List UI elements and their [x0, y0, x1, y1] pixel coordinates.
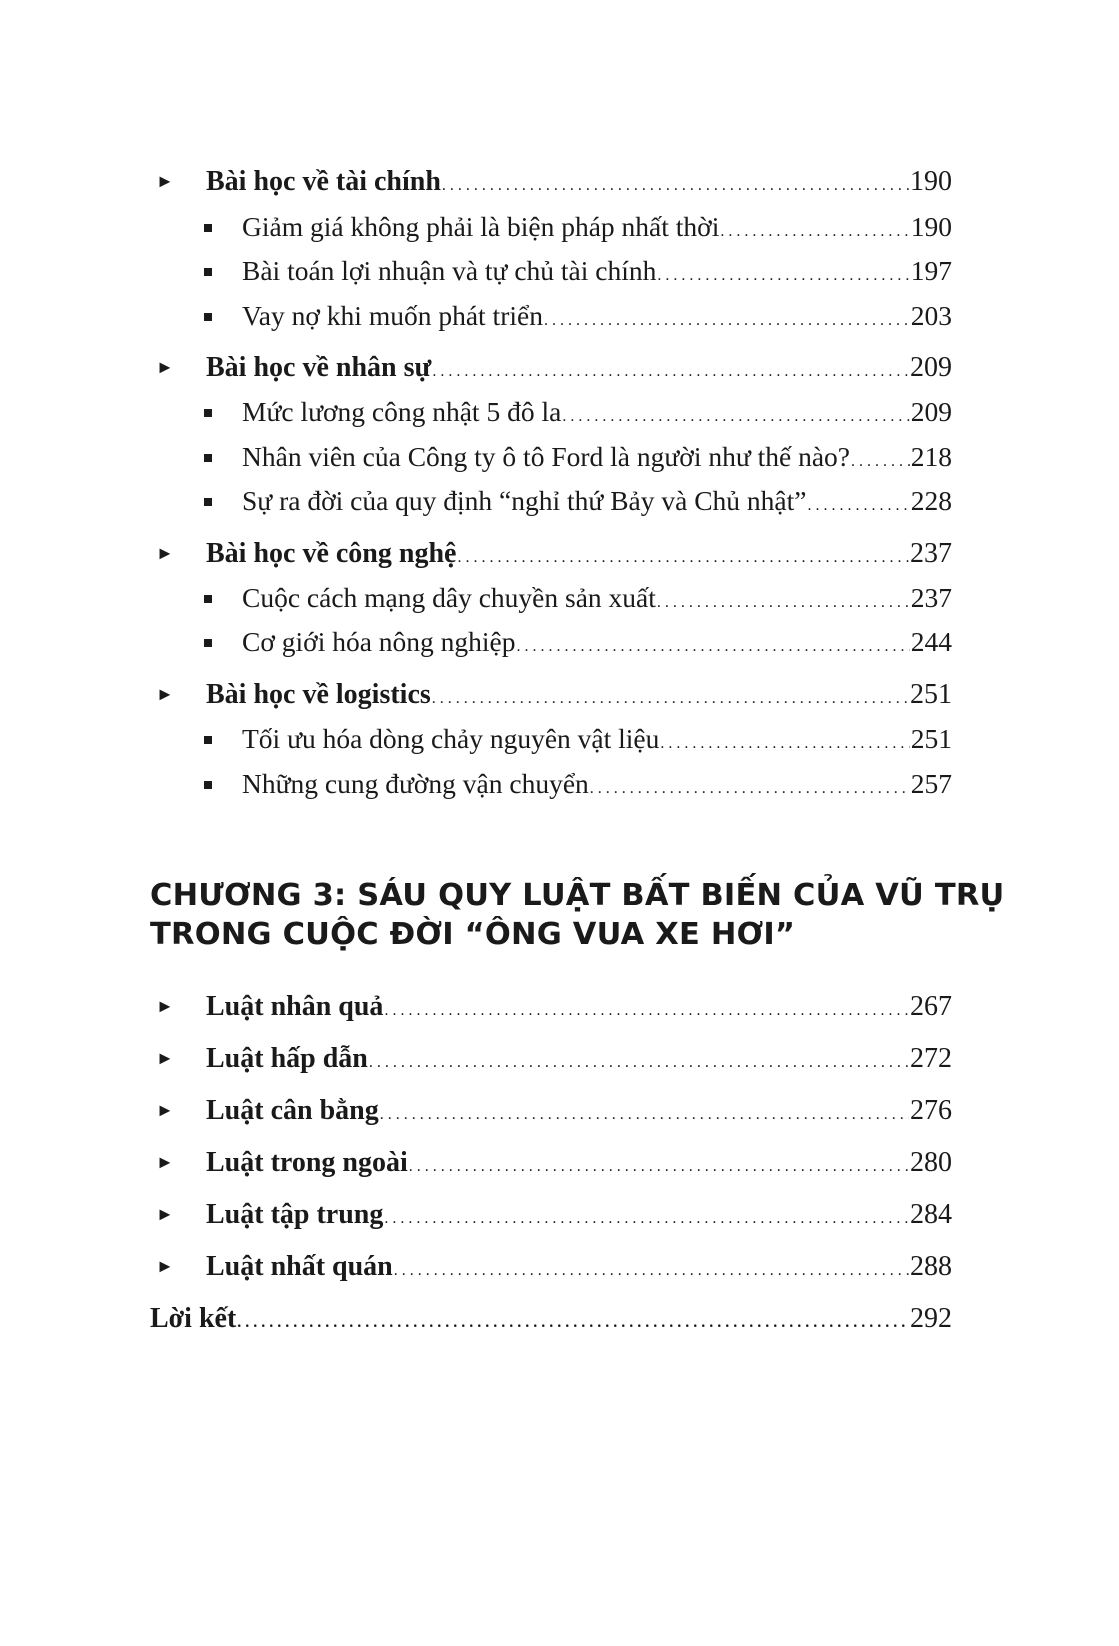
- toc-page-number: 267: [910, 991, 952, 1022]
- dot-leader: [442, 177, 909, 195]
- square-bullet-icon: [204, 211, 242, 243]
- triangle-right-icon: ►: [156, 171, 174, 191]
- toc-page-number: 218: [910, 441, 952, 472]
- toc-subitem: [204, 441, 952, 481]
- toc-page-number: 190: [910, 211, 952, 242]
- toc-entry-title: Cơ giới hóa nông nghiệp: [242, 626, 516, 657]
- square-bullet-icon: [204, 626, 242, 658]
- toc-entry-title: Bài học về tài chính: [206, 166, 441, 197]
- toc-entry-title: Vay nợ khi muốn phát triển: [242, 300, 543, 331]
- toc-section: [156, 1199, 952, 1239]
- toc-entry-title: Tối ưu hóa dòng chảy nguyên vật liệu: [242, 723, 660, 754]
- toc-entry-title: Luật nhất quán: [206, 1251, 393, 1282]
- dot-leader: [720, 223, 909, 241]
- dot-leader: [562, 408, 909, 426]
- toc-section: [156, 1147, 952, 1187]
- toc-section: [156, 1251, 952, 1291]
- toc-entry-title: Luật hấp dẫn: [206, 1043, 368, 1074]
- toc-entry-title: Mức lương công nhật 5 đô la: [242, 396, 562, 427]
- toc-subitem: [204, 768, 952, 808]
- toc-page-number: 257: [910, 768, 952, 799]
- toc-subitem: [204, 723, 952, 763]
- toc-page-number: 251: [910, 723, 952, 754]
- toc-section: [156, 1043, 952, 1083]
- dot-leader: [660, 735, 909, 753]
- toc-page-number: 276: [910, 1095, 952, 1126]
- dot-leader: [657, 594, 910, 612]
- square-bullet-icon: [204, 723, 242, 755]
- toc-page-number: 237: [910, 582, 952, 613]
- toc-page-number: 237: [910, 538, 952, 569]
- toc-page-number: 190: [910, 166, 952, 197]
- dot-leader: [457, 549, 909, 567]
- toc-entry-title: Giảm giá không phải là biện pháp nhất thời: [242, 211, 720, 242]
- toc-subitem: [204, 396, 952, 436]
- toc-page-number: 244: [910, 626, 952, 657]
- toc-entry-title: Bài toán lợi nhuận và tự chủ tài chính: [242, 255, 657, 286]
- toc-subitem: [204, 485, 952, 525]
- dot-leader: [384, 1210, 909, 1228]
- dot-leader: [394, 1262, 909, 1280]
- toc-entry-title: Sự ra đời của quy định “nghỉ thứ Bảy và Chủ nhật”: [242, 485, 807, 516]
- toc-page-number: 197: [910, 255, 952, 286]
- toc-entry-title: Luật trong ngoài: [206, 1147, 408, 1178]
- dot-leader: [409, 1158, 909, 1176]
- dot-leader: [369, 1054, 909, 1072]
- triangle-right-icon: ►: [156, 1204, 174, 1224]
- toc-section: [156, 991, 952, 1031]
- square-bullet-icon: [204, 441, 242, 473]
- dot-leader: [432, 363, 909, 381]
- triangle-right-icon: ►: [156, 684, 174, 704]
- dot-leader: [237, 1314, 909, 1332]
- square-bullet-icon: [204, 485, 242, 517]
- toc-entry-title: Luật cân bằng: [206, 1095, 379, 1126]
- square-bullet-icon: [204, 300, 242, 332]
- dot-leader: [657, 267, 909, 285]
- toc-page-number: 203: [910, 300, 952, 331]
- triangle-right-icon: ►: [156, 1048, 174, 1068]
- dot-leader: [380, 1106, 909, 1124]
- toc-page-number: 284: [910, 1199, 952, 1230]
- toc-entry-title: Bài học về công nghệ: [206, 538, 457, 569]
- dot-leader: [590, 780, 910, 798]
- triangle-right-icon: ►: [156, 1152, 174, 1172]
- toc-page-number: 209: [910, 396, 952, 427]
- dot-leader: [432, 690, 909, 708]
- triangle-right-icon: ►: [156, 1100, 174, 1120]
- toc-entry-title: Bài học về logistics: [206, 679, 431, 710]
- toc-subitem: [204, 211, 952, 251]
- toc-section-technology: [156, 538, 952, 578]
- toc-subitem: [204, 582, 952, 622]
- chapter-heading: [150, 876, 1005, 954]
- toc-page-number: 288: [910, 1251, 952, 1282]
- triangle-right-icon: ►: [156, 1256, 174, 1276]
- toc-subitem: [204, 300, 952, 340]
- toc-subitem: [204, 255, 952, 295]
- toc-subitem: [204, 626, 952, 666]
- dot-leader: [807, 497, 909, 515]
- toc-entry-title: Cuộc cách mạng dây chuyền sản xuất: [242, 582, 656, 613]
- dot-leader: [851, 453, 910, 471]
- toc-page-number: 251: [910, 679, 952, 710]
- square-bullet-icon: [204, 255, 242, 287]
- square-bullet-icon: [204, 768, 242, 800]
- toc-entry-title: Luật nhân quả: [206, 991, 384, 1022]
- toc-entry-title: Lời kết: [150, 1303, 237, 1334]
- triangle-right-icon: ►: [156, 996, 174, 1016]
- toc-closing: [150, 1303, 952, 1343]
- toc-section-hr: [156, 352, 952, 392]
- toc-page-number: 272: [910, 1043, 952, 1074]
- triangle-right-icon: ►: [156, 543, 174, 563]
- toc-entry-title: Nhân viên của Công ty ô tô Ford là người như thế nào?: [242, 441, 850, 472]
- chapter-heading-line: CHƯƠNG 3: SÁU QUY LUẬT BẤT BIẾN CỦA VŨ TRỤ: [150, 878, 1005, 913]
- dot-leader: [384, 1002, 909, 1020]
- chapter-heading-line: TRONG CUỘC ĐỜI “ÔNG VUA XE HƠI”: [150, 917, 796, 952]
- dot-leader: [544, 312, 910, 330]
- triangle-right-icon: ►: [156, 357, 174, 377]
- toc-entry-title: Những cung đường vận chuyển: [242, 768, 589, 799]
- toc-section-finance: [156, 166, 952, 206]
- toc-page-number: 209: [910, 352, 952, 383]
- toc-page-number: 280: [910, 1147, 952, 1178]
- square-bullet-icon: [204, 396, 242, 428]
- toc-page-number: 292: [910, 1303, 952, 1334]
- dot-leader: [517, 638, 910, 656]
- square-bullet-icon: [204, 582, 242, 614]
- toc-entry-title: Luật tập trung: [206, 1199, 384, 1230]
- toc-section: [156, 1095, 952, 1135]
- toc-entry-title: Bài học về nhân sự: [206, 352, 432, 383]
- toc-page-number: 228: [910, 485, 952, 516]
- toc-section-logistics: [156, 679, 952, 719]
